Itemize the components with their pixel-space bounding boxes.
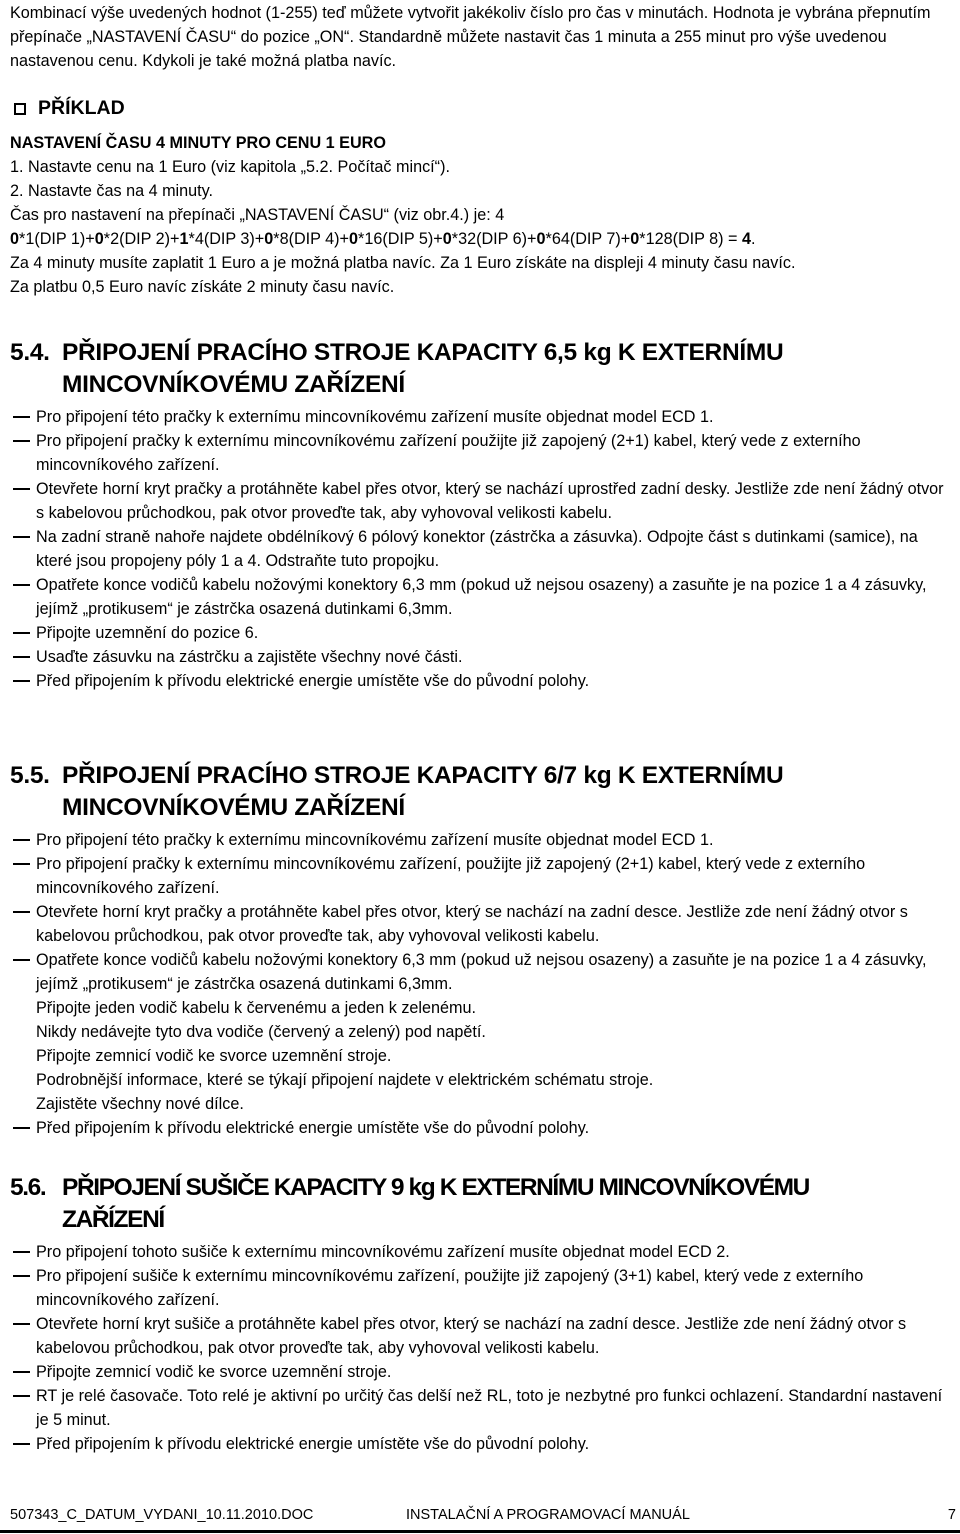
example-line-6: Za platbu 0,5 Euro navíc získáte 2 minuty času navíc.	[10, 278, 395, 296]
page-footer	[10, 1507, 956, 1527]
section-5-6-title	[10, 1172, 809, 1236]
section-number: 5.4.	[10, 339, 50, 366]
section-title-line-2: MINCOVNÍKOVÉMU ZAŘÍZENÍ	[62, 371, 405, 398]
list-item: Pro připojení pračky k externímu mincovníkovému zařízení, použijte již zapojený (2+1) kabel, který vede z externího mincovníkového zařízení.	[36, 855, 866, 897]
section-title-line-2: ZAŘÍZENÍ	[62, 1206, 164, 1233]
list-item: Opatřete konce vodičů kabelu nožovými konektory 6,3 mm (pokud už nejsou osazeny) a zasuňte je na pozice 1 a 4 zásuvky, jejímž „protikusem“ je zástrčka osazená dutinkami 6,3mm. Připojte jeden vodič kabelu k červenému a jeden k zelenému. Nikdy nedávejte tyto dva vodiče (červený a zelený) pod napětí. Připojte zemnicí vodič ke svorce uzemnění stroje. Podrobnější informace, které se týkají připojení najdete v elektrickém schématu stroje. Zajistěte všechny nové dílce.	[10, 948, 956, 1116]
list-item: Před připojením k přívodu elektrické energie umístěte vše do původní polohy.	[36, 672, 590, 690]
section-title-line-2: MINCOVNÍKOVÉMU ZAŘÍZENÍ	[62, 794, 405, 821]
example-body	[10, 131, 956, 299]
list-item: Usaďte zásuvku na zástrčku a zajistěte všechny nové části.	[36, 648, 463, 666]
list-item: Opatřete konce vodičů kabelu nožovými konektory 6,3 mm (pokud už nejsou osazeny) a zasuňte je na pozice 1 a 4 zásuvky, jejímž „protikusem“ je zástrčka osazená dutinkami 6,3mm.	[36, 576, 927, 618]
example-line-3: Čas pro nastavení na přepínači „NASTAVENÍ ČASU“ (viz obr.4.) je: 4	[10, 206, 505, 224]
example-step-1: 1. Nastavte cenu na 1 Euro (viz kapitola „5.2. Počítač mincí“).	[10, 158, 450, 176]
section-5-6-list	[10, 1240, 956, 1456]
example-heading-text: PŘÍKLAD	[38, 97, 125, 119]
section-title-line-1: PŘIPOJENÍ PRACÍHO STROJE KAPACITY 6,5 kg K EXTERNÍMU	[62, 339, 784, 366]
list-item: Pro připojení tohoto sušiče k externímu mincovníkovému zařízení musíte objednat model ECD 2.	[36, 1243, 730, 1261]
section-5-5-title	[10, 760, 783, 824]
list-item: Před připojením k přívodu elektrické energie umístěte vše do původní polohy.	[36, 1119, 590, 1137]
footer-rule	[0, 1530, 960, 1533]
section-title-line-1: PŘIPOJENÍ PRACÍHO STROJE KAPACITY 6/7 kg K EXTERNÍMU	[62, 762, 784, 789]
section-number: 5.5.	[10, 762, 50, 789]
sub-line: Připojte zemnicí vodič ke svorce uzemnění stroje.	[36, 1047, 392, 1065]
example-heading	[14, 97, 125, 120]
footer-manual-title: INSTALAČNÍ A PROGRAMOVACÍ MANUÁL	[406, 1507, 690, 1523]
list-item: Otevřete horní kryt sušiče a protáhněte kabel přes otvor, který se nachází na zadní desce. Jestliže zde není žádný otvor s kabelovou průchodkou, pak otvor proveďte tak, aby vyhovoval velikosti kabelu.	[36, 1315, 907, 1357]
example-formula: 0*1(DIP 1)+0*2(DIP 2)+1*4(DIP 3)+0*8(DIP 4)+0*16(DIP 5)+0*32(DIP 6)+0*64(DIP 7)+0*128(DIP 8) = 4.	[10, 230, 756, 248]
list-item: Na zadní straně nahoře najdete obdélníkový 6 pólový konektor (zástrčka a zásuvka). Odpojte část s dutinkami (samice), na které jsou propojeny póly 1 a 4. Odstraňte tuto propojku.	[36, 528, 918, 570]
list-item: Pro připojení této pračky k externímu mincovníkovému zařízení musíte objednat model ECD 1.	[36, 408, 714, 426]
sub-line: Podrobnější informace, které se týkají připojení najdete v elektrickém schématu stroje.	[36, 1071, 654, 1089]
list-item: Pro připojení pračky k externímu mincovníkovému zařízení použijte již zapojený (2+1) kabel, který vede z externího mincovníkového zařízení.	[36, 432, 861, 474]
list-item: Pro připojení sušiče k externímu mincovníkovému zařízení, použijte již zapojený (3+1) kabel, který vede z externího mincovníkového zařízení.	[36, 1267, 864, 1309]
example-subheading: NASTAVENÍ ČASU 4 MINUTY PRO CENU 1 EURO	[10, 134, 386, 152]
list-item: Připojte zemnicí vodič ke svorce uzemnění stroje.	[36, 1363, 392, 1381]
sub-line: Nikdy nedávejte tyto dva vodiče (červený a zelený) pod napětí.	[36, 1023, 486, 1041]
list-item: Otevřete horní kryt pračky a protáhněte kabel přes otvor, který se nachází uprostřed zadní desky. Jestliže zde není žádný otvor s kabelovou průchodkou, pak otvor proveďte tak, aby vyhovoval velikosti kabelu.	[36, 480, 944, 522]
list-item: Otevřete horní kryt pračky a protáhněte kabel přes otvor, který se nachází na zadní desce. Jestliže zde není žádný otvor s kabelovou průchodkou, pak otvor proveďte tak, aby vyhovoval velikosti kabelu.	[36, 903, 908, 945]
section-5-5-list	[10, 828, 956, 1140]
intro-paragraph: Kombinací výše uvedených hodnot (1-255) teď můžete vytvořit jakékoliv číslo pro čas v minutách. Hodnota je vybrána přepnutím přepínače „NASTAVENÍ ČASU“ do pozice „ON“. Standardně můžete nastavit čas 1 minuta a 255 minut pro výše uvedenou nastavenou cenu. Kdykoli je také možná platba navíc.	[10, 4, 931, 70]
sub-line: Připojte jeden vodič kabelu k červenému a jeden k zelenému.	[36, 999, 477, 1017]
section-5-4-title	[10, 337, 783, 401]
sub-line: Zajistěte všechny nové dílce.	[36, 1095, 244, 1113]
list-item: Pro připojení této pračky k externímu mincovníkovému zařízení musíte objednat model ECD 1.	[36, 831, 714, 849]
section-5-4-list	[10, 405, 956, 693]
example-step-2: 2. Nastavte čas na 4 minuty.	[10, 182, 214, 200]
section-number: 5.6.	[10, 1174, 46, 1201]
footer-page-number: 7	[947, 1507, 956, 1523]
footer-doc-name: 507343_C_DATUM_VYDANI_10.11.2010.DOC	[10, 1507, 314, 1523]
list-item: RT je relé časovače. Toto relé je aktivní po určitý čas delší než RL, toto je nezbytné pro funkci ochlazení. Standardní nastavení je 5 minut.	[36, 1387, 943, 1429]
checkbox-icon	[14, 103, 26, 115]
example-line-5: Za 4 minuty musíte zaplatit 1 Euro a je možná platba navíc. Za 1 Euro získáte na displeji 4 minuty času navíc.	[10, 254, 796, 272]
section-title-line-1: PŘIPOJENÍ SUŠIČE KAPACITY 9 kg K EXTERNÍMU MINCOVNÍKOVÉMU	[62, 1174, 809, 1201]
list-item: Připojte uzemnění do pozice 6.	[36, 624, 259, 642]
list-item: Před připojením k přívodu elektrické energie umístěte vše do původní polohy.	[36, 1435, 590, 1453]
